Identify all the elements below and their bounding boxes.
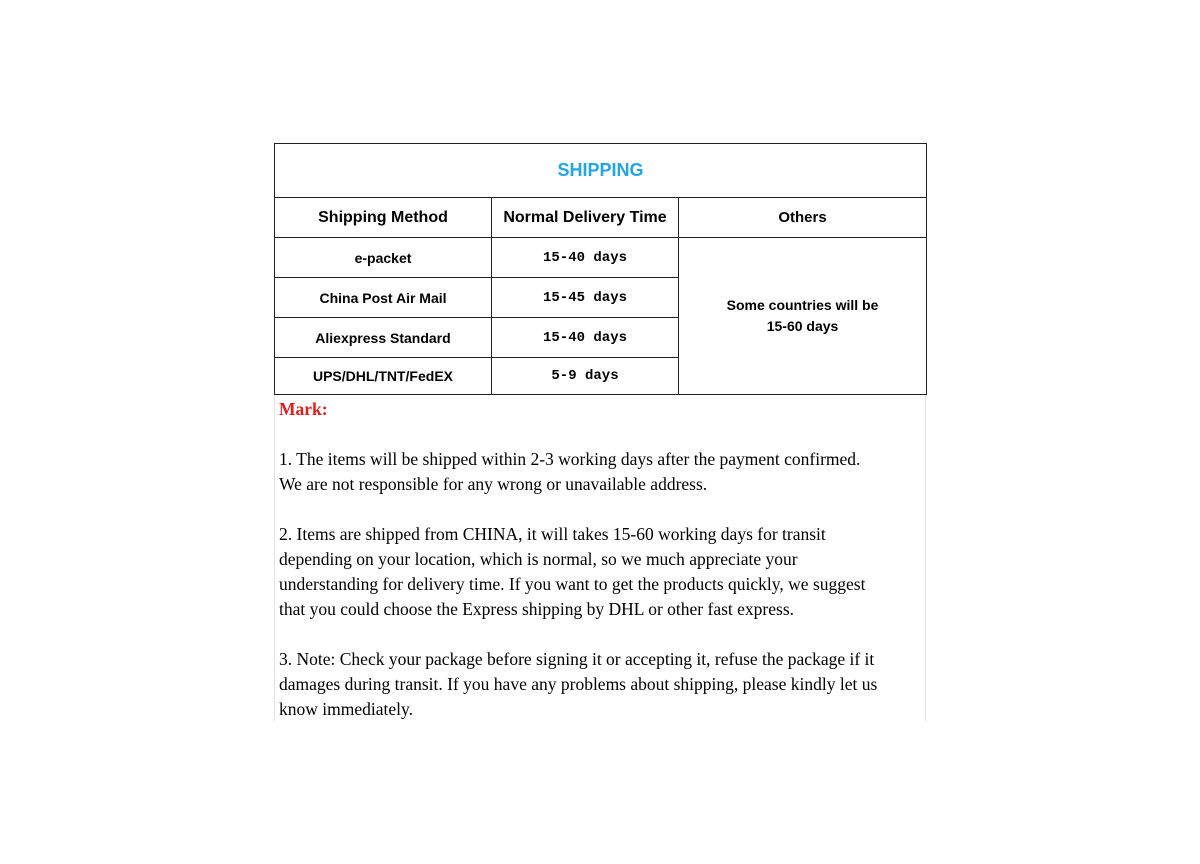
table-title-row	[275, 144, 927, 198]
note-item-3	[279, 647, 925, 722]
delivery-time-cell: 15-40 days	[492, 238, 679, 278]
note-line: 3. Note: Check your package before signing it or accepting it, refuse the package if it	[279, 649, 875, 669]
note-line: 1. The items will be shipped within 2-3 working days after the payment confirmed.	[279, 449, 861, 469]
shipping-table	[274, 143, 927, 395]
note-item-1	[279, 447, 925, 497]
delivery-time-cell: 15-45 days	[492, 278, 679, 318]
note-line: understanding for delivery time. If you want to get the products quickly, we suggest	[279, 574, 866, 594]
mark-label: Mark:	[279, 399, 328, 419]
delivery-time-cell: 15-40 days	[492, 318, 679, 358]
note-line: know immediately.	[279, 699, 413, 719]
note-line: We are not responsible for any wrong or unavailable address.	[279, 474, 708, 494]
method-cell: China Post Air Mail	[275, 278, 492, 318]
shipping-info-sheet	[274, 143, 926, 721]
method-cell: e-packet	[275, 238, 492, 278]
header-others: Others	[679, 198, 927, 238]
table-title: SHIPPING	[275, 144, 927, 198]
shipping-notes	[274, 395, 926, 721]
method-cell: Aliexpress Standard	[275, 318, 492, 358]
note-item-2	[279, 522, 925, 622]
header-shipping-method: Shipping Method	[275, 198, 492, 238]
delivery-time-cell: 5-9 days	[492, 358, 679, 395]
others-line-1: Some countries will be	[726, 297, 879, 313]
others-line-2: 15-60 days	[766, 318, 839, 334]
note-line: damages during transit. If you have any problems about shipping, please kindly let us	[279, 674, 878, 694]
table-row	[275, 238, 927, 278]
note-line: depending on your location, which is normal, so we much appreciate your	[279, 549, 798, 569]
note-line: 2. Items are shipped from CHINA, it will takes 15-60 working days for transit	[279, 524, 826, 544]
method-cell: UPS/DHL/TNT/FedEX	[275, 358, 492, 395]
table-header-row	[275, 198, 927, 238]
note-line: that you could choose the Express shipping by DHL or other fast express.	[279, 599, 795, 619]
others-cell	[679, 238, 927, 395]
header-delivery-time: Normal Delivery Time	[492, 198, 679, 238]
